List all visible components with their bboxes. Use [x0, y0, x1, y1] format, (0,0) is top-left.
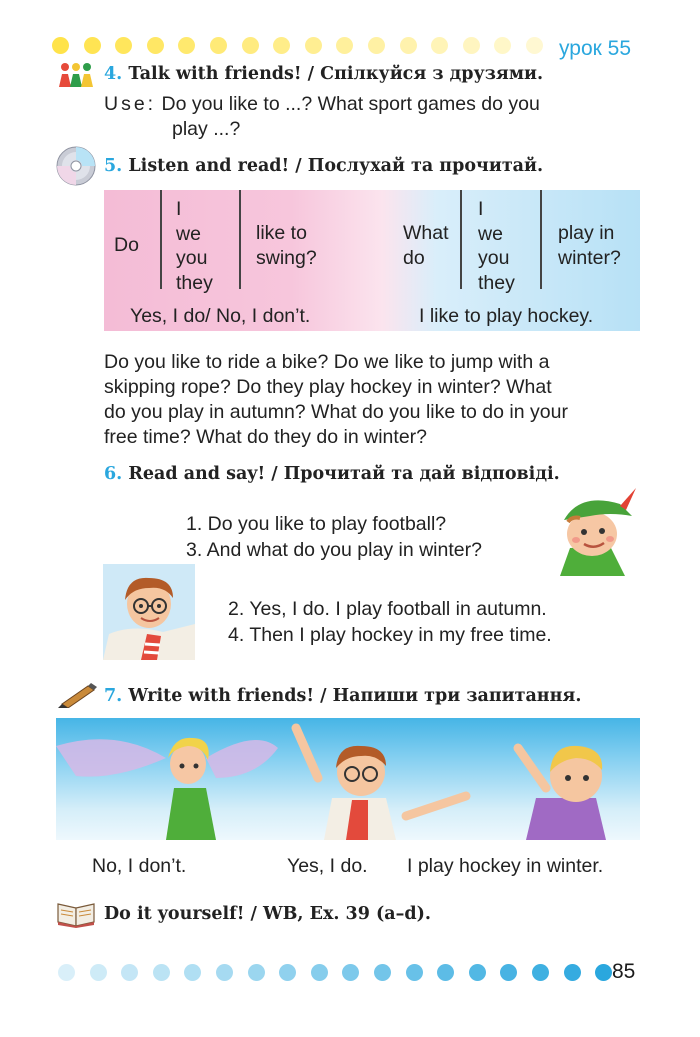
decorative-dot	[431, 37, 448, 54]
use-label: Use:	[104, 93, 157, 115]
table-do: Do	[114, 234, 139, 256]
ex6-heading	[104, 464, 560, 484]
decorative-dot	[184, 964, 201, 981]
pen-icon	[58, 682, 98, 713]
table-verb-left: like to swing?	[256, 222, 317, 269]
friends-icon	[58, 62, 94, 93]
decorative-dot	[121, 964, 138, 981]
ex6-number: 6.	[104, 464, 123, 484]
decorative-dot	[311, 964, 328, 981]
ex4-use-line2: play ...?	[172, 118, 241, 140]
decorative-dot	[58, 964, 75, 981]
ex5-title: Listen and read! / Послухай та прочитай.	[128, 156, 544, 176]
homework-text: Do it yourself! / WB, Ex. 39 (a–d).	[104, 904, 431, 924]
decorative-dot	[342, 964, 359, 981]
table-pronouns-left: I we you they	[176, 198, 213, 294]
decorative-dot	[248, 964, 265, 981]
decorative-dot	[273, 37, 290, 54]
ex6-title: Read and say! / Прочитай та дай відповіді.	[128, 464, 560, 484]
table-answer-left: Yes, I do/ No, I don’t.	[130, 305, 311, 327]
decorative-dot	[178, 37, 195, 54]
boy-glasses-illustration	[103, 564, 195, 665]
table-divider	[540, 190, 542, 289]
table-divider	[160, 190, 162, 289]
children-scene-illustration	[56, 718, 640, 840]
decorative-dot	[532, 964, 549, 981]
decorative-dot	[463, 37, 480, 54]
decorative-dot	[374, 964, 391, 981]
decorative-dot	[210, 37, 227, 54]
bottom-dots	[58, 964, 627, 981]
decorative-dot	[500, 964, 517, 981]
decorative-dot	[279, 964, 296, 981]
ex4-number: 4.	[104, 64, 123, 84]
decorative-dot	[52, 37, 69, 54]
ex6-question-3: 3. And what do you play in winter?	[186, 539, 482, 561]
ex4-title: Talk with friends! / Спілкуйся з друзями.	[128, 64, 544, 84]
ex6-question-1: 1. Do you like to play football?	[186, 513, 447, 535]
decorative-dot	[84, 37, 101, 54]
table-verb-right: play in winter?	[558, 222, 621, 269]
decorative-dot	[564, 964, 581, 981]
decorative-dot	[147, 37, 164, 54]
table-divider	[460, 190, 462, 289]
ex5-questions: Do you like to ride a bike? Do we like to jump with a skipping rope? Do they play hockey in winter? What do you play in autumn? What do you like to do in your free time? What do they do in winter?	[104, 351, 568, 448]
caption-1: No, I don’t.	[92, 855, 187, 877]
ex7-number: 7.	[104, 686, 123, 706]
table-pronouns-right: I we you they	[478, 198, 515, 294]
decorative-dot	[406, 964, 423, 981]
ex6-answer-2: 2. Yes, I do. I play football in autumn.	[228, 598, 547, 620]
decorative-dot	[437, 964, 454, 981]
decorative-dot	[400, 37, 417, 54]
lesson-label: урок 55	[559, 37, 632, 60]
ex4-use-line1	[104, 92, 540, 117]
decorative-dot	[216, 964, 233, 981]
decorative-dot	[305, 37, 322, 54]
ex4-heading	[104, 64, 543, 84]
decorative-dot	[494, 37, 511, 54]
table-divider	[239, 190, 241, 289]
decorative-dot	[336, 37, 353, 54]
table-answer-right: I like to play hockey.	[419, 305, 594, 327]
caption-3: I play hockey in winter.	[407, 855, 604, 877]
decorative-dot	[115, 37, 132, 54]
ex7-title: Write with friends! / Напиши три запитання.	[128, 686, 582, 706]
decorative-dot	[595, 964, 612, 981]
ex5-number: 5.	[104, 156, 123, 176]
decorative-dot	[469, 964, 486, 981]
use-text: Do you like to ...? What sport games do you	[161, 93, 540, 115]
ex6-answer-4: 4. Then I play hockey in my free time.	[228, 624, 552, 646]
workbook-icon	[56, 900, 96, 933]
grammar-table	[104, 190, 640, 331]
decorative-dot	[526, 37, 543, 54]
page-number: 85	[612, 960, 636, 983]
decorative-dot	[242, 37, 259, 54]
decorative-dot	[368, 37, 385, 54]
ex7-heading	[104, 686, 581, 706]
table-what-do: What do	[403, 222, 449, 269]
peter-pan-illustration	[550, 486, 640, 581]
ex5-heading	[104, 156, 543, 176]
top-dots	[52, 37, 558, 54]
decorative-dot	[153, 964, 170, 981]
decorative-dot	[90, 964, 107, 981]
caption-2: Yes, I do.	[287, 855, 368, 877]
cd-icon	[56, 146, 96, 191]
